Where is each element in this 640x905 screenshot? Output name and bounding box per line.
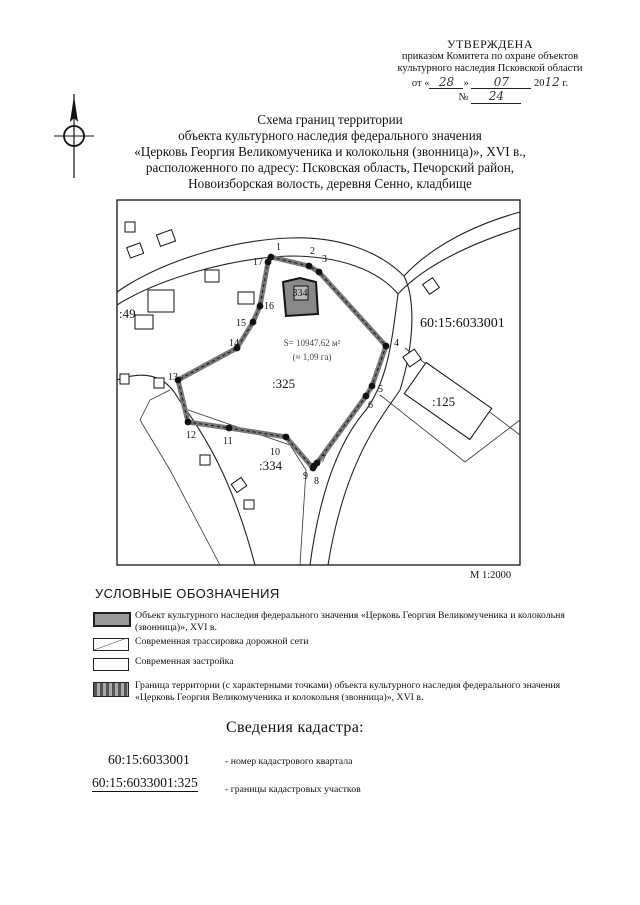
title-line-3: «Церковь Георгия Великомученика и колокольня (звонница)», XVI в., (134, 144, 526, 159)
point-label: 10 (270, 447, 280, 458)
date-year-prefix: 20 (533, 77, 545, 89)
legend-text: Объект культурного наследия федерального значения «Церковь Георгия Великомученика и колокольня (звонница)», XVI в. (135, 610, 565, 633)
point-label: 11 (223, 436, 233, 447)
boundary-symbol-icon (93, 682, 129, 697)
date-prefix: от « (411, 77, 430, 89)
title-line-4: расположенного по адресу: Псковская область, Печорский район, (145, 160, 515, 175)
point-label: 1 (276, 242, 281, 253)
point-label: 7 (321, 454, 326, 465)
parcel-125-label: :125 (432, 394, 456, 409)
legend-text: Современная застройка (135, 656, 234, 667)
church-object-icon (283, 278, 318, 316)
legend-title: УСЛОВНЫЕ ОБОЗНАЧЕНИЯ (95, 586, 280, 601)
object-symbol-icon (93, 612, 131, 627)
point-label: 5 (378, 384, 383, 395)
parcel-49-label: :49 (119, 306, 136, 321)
title-line-5: Новоизборская волость, деревня Сенно, кладбище (188, 176, 472, 191)
approval-line-1: приказом Комитета по охране объектов (401, 50, 579, 62)
point-label: 9 (303, 471, 308, 482)
point-label: 3 (322, 254, 327, 265)
building-symbol-icon (93, 658, 129, 671)
date-year: 12 (544, 74, 560, 89)
point-label: 16 (264, 301, 274, 312)
legend-text: Современная трассировка дорожной сети (135, 636, 309, 647)
territory-boundary (178, 257, 386, 468)
title-line-1: Схема границ территории (257, 112, 403, 127)
point-label: 13 (168, 372, 178, 383)
date-mid: » (463, 77, 469, 89)
point-label: 8 (314, 476, 319, 487)
title-line-2: объекта культурного наследия федерального значения (178, 128, 482, 143)
number-prefix: № (458, 92, 469, 103)
object-label: 334 (292, 288, 308, 299)
point-label: 6 (368, 400, 373, 411)
approval-title: УТВЕРЖДЕНА (446, 37, 533, 51)
number-value: 24 (471, 90, 521, 104)
map-scale: М 1:2000 (470, 570, 512, 581)
area-label: S= 10947.62 м² (283, 338, 341, 348)
parcel-lines (140, 348, 520, 565)
parcel-325-label: :325 (272, 376, 296, 391)
legend-text: Граница территории (с характерными точками) объекта культурного наследия федерального значения «Церковь Георгия Великомученика и колокольня (звонница)», XVI в. (135, 680, 561, 703)
cadastre-quarter-desc: - номер кадастрового квартала (225, 756, 353, 767)
point-label: 2 (310, 246, 315, 257)
point-label: 15 (236, 318, 246, 329)
date-suffix: г. (562, 77, 569, 89)
cadastre-title: Сведения кадастра: (226, 719, 364, 736)
point-label: 17 (253, 257, 263, 268)
point-label: 12 (186, 430, 196, 441)
date-month: 07 (471, 76, 531, 90)
approval-line-2: культурного наследия Псковской области (397, 63, 583, 74)
cadastre-parcel-desc: - границы кадастровых участков (225, 784, 361, 795)
road-symbol-icon (93, 638, 129, 651)
point-label: 4 (394, 338, 399, 349)
quarter-label: 60:15:6033001 (420, 316, 505, 331)
date-day: 28 (429, 76, 463, 90)
cadastre-quarter-code: 60:15:6033001 (108, 752, 190, 767)
cadastre-parcel-code: 60:15:6033001:325 (92, 775, 198, 790)
parcel-334-label: :334 (259, 458, 283, 473)
area-label-ha: (≈ 1,09 га) (292, 352, 332, 362)
point-label: 14 (229, 338, 239, 349)
